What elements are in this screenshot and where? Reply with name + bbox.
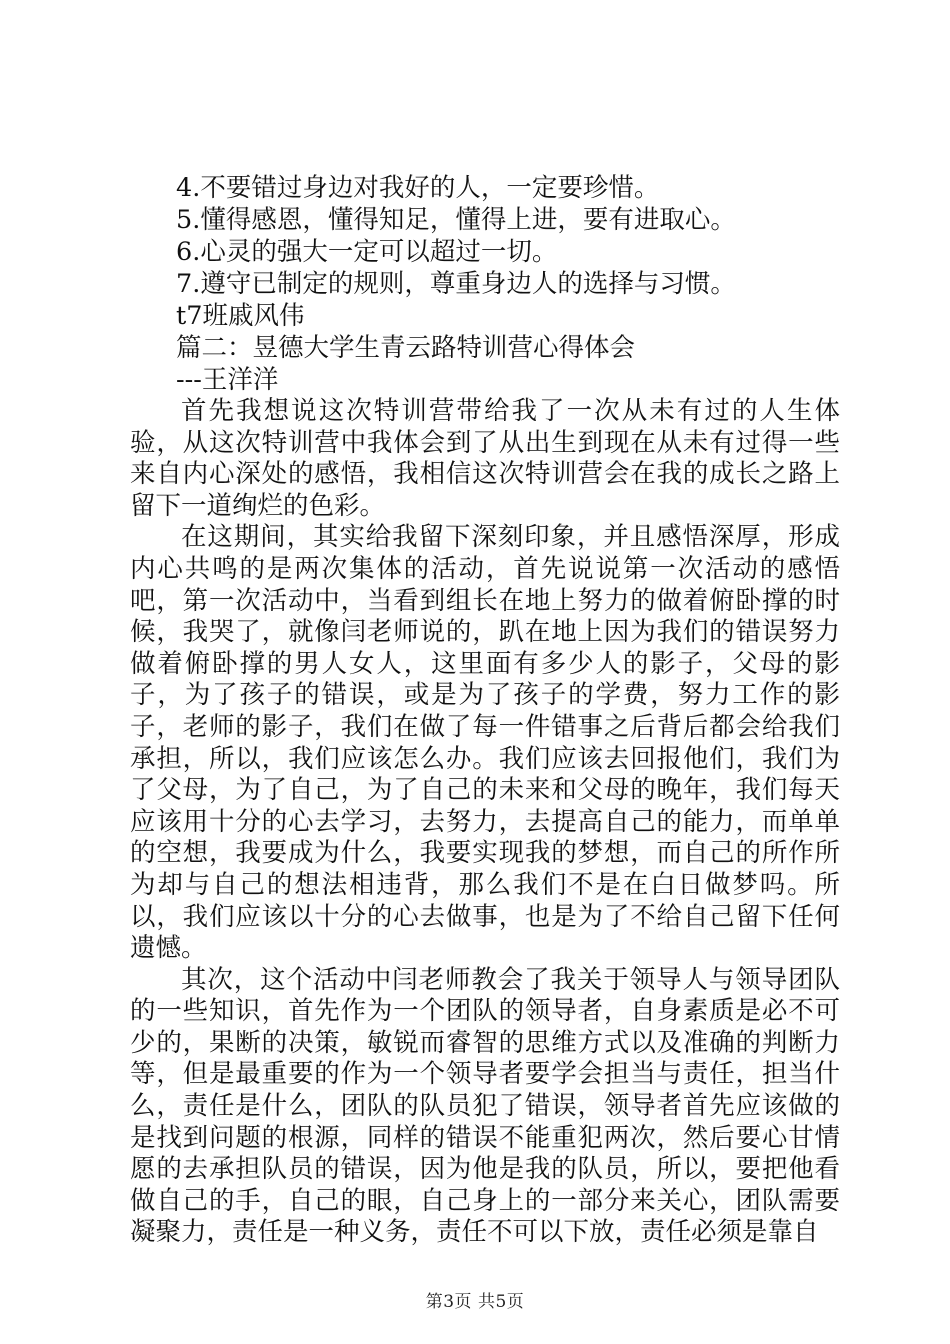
paragraph: 首先我想说这次特训营带给我了一次从未有过的人生体验，从这次特训营中我体会到了从出生到现在从未有过得一些来自内心深处的感悟，我相信这次特训营会在我的成长之路上留下一道绚烂的色彩。 <box>130 396 840 521</box>
page-footer: 第3页 共5页 <box>425 1292 525 1312</box>
paragraph: 在这期间，其实给我留下深刻印象，并且感悟深厚，形成内心共鸣的是两次集体的活动，首先说说第一次活动的感悟吧，第一次活动中，当看到组长在地上努力的做着俯卧撑的时候，我哭了，就像闫老师说的，趴在地上因为我们的错误努力做着俯卧撑的男人女人，这里面有多少人的影子，父母的影子，为了孩子的错误，或是为了孩子的学费，努力工作的影子，老师的影子，我们在做了每一件错事之后背后都会给我们承担，所以，我们应该怎么办。我们应该去回报他们，我们为了父母，为了自己，为了自己的未来和父母的晚年，我们每天应该用十分的心去学习，去努力，去提高自己的能力，而单单的空想，我要成为什么，我要实现我的梦想，而自己的所作所为却与自己的想法相违背，那么我们不是在白日做梦吗。所以，我们应该以十分的心去做事，也是为了不给自己留下任何遗憾。 <box>130 522 840 964</box>
signature-line: t7班戚风伟 <box>176 301 305 331</box>
section-title: 篇二：昱德大学生青云路特训营心得体会 <box>176 333 636 363</box>
document-body <box>130 172 840 1249</box>
list-item: 6.心灵的强大一定可以超过一切。 <box>176 237 558 267</box>
paragraph: 其次，这个活动中闫老师教会了我关于领导人与领导团队的一些知识，首先作为一个团队的领导者，自身素质是必不可少的，果断的决策，敏锐而睿智的思维方式以及准确的判断力等，但是最重要的作为一个领导者要学会担当与责任，担当什么，责任是什么，团队的队员犯了错误，领导者首先应该做的是找到问题的根源，同样的错误不能重犯两次，然后要心甘情愿的去承担队员的错误，因为他是我的队员，所以，要把他看做自己的手，自己的眼，自己身上的一部分来关心，团队需要凝聚力，责任是一种义务，责任不可以下放，责任必须是靠自 <box>130 964 840 1248</box>
list-item: 7.遵守已制定的规则，尊重身边人的选择与习惯。 <box>176 269 736 299</box>
list-item: 5.懂得感恩，懂得知足，懂得上进，要有进取心。 <box>176 205 736 235</box>
list-item: 4.不要错过身边对我好的人，一定要珍惜。 <box>176 173 660 203</box>
author-line: ---王洋洋 <box>176 365 279 395</box>
